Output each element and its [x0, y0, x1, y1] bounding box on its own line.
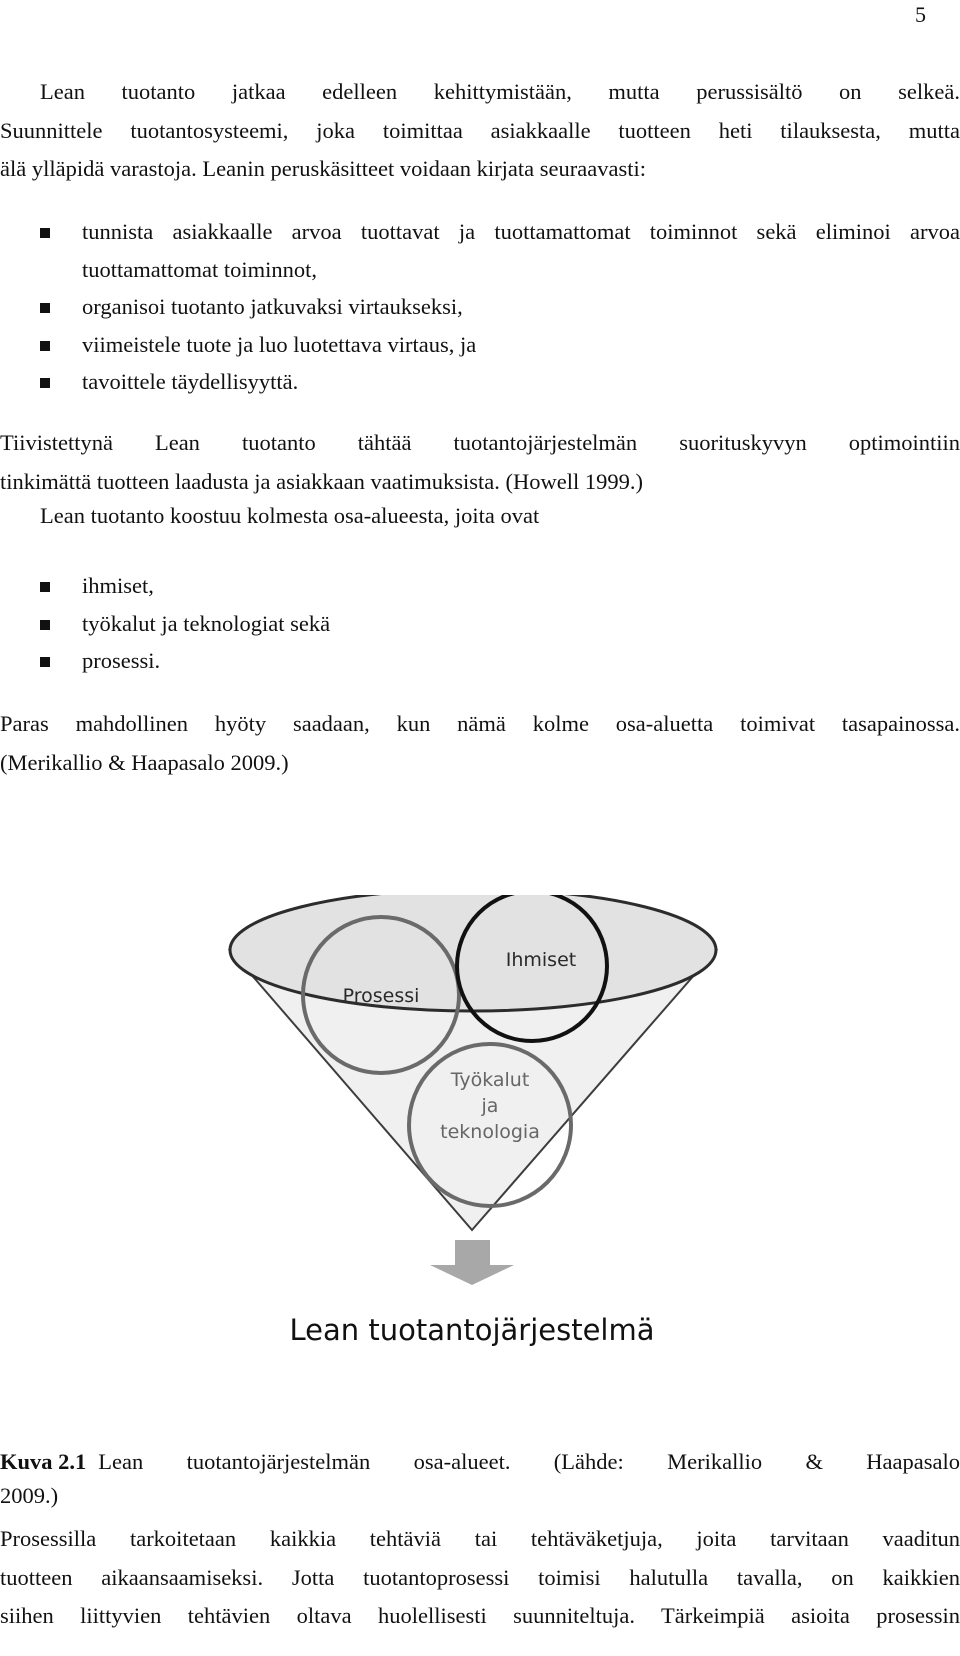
paragraph-line: Prosessilla tarkoitetaan kaikkia tehtäviä tai tehtäväketjuja, joita tarvitaan vaaditun — [0, 1526, 960, 1551]
label-prosessi: Prosessi — [342, 985, 420, 1007]
list-item: työkalut ja teknologiat sekä — [0, 605, 960, 643]
paragraph-line: tuotteen aikaansaamiseksi. Jotta tuotantoprosessi toimisi halutulla tavalla, on kaikkien — [0, 1564, 960, 1590]
paragraph-areas-intro: Lean tuotanto koostuu kolmesta osa-alueesta, joita ovat — [40, 503, 540, 528]
list-item: organisoi tuotanto jatkuvaksi virtaukseksi, — [0, 288, 960, 326]
diagram-svg — [0, 895, 960, 1365]
bullet-list-areas — [0, 567, 960, 680]
paragraph-line: Paras mahdollinen hyöty saadaan, kun nämä kolme osa-aluetta toimivat tasapainossa. — [0, 711, 960, 736]
paragraph-line: (Merikallio & Haapasalo 2009.) — [0, 749, 289, 775]
list-item: tavoittele täydellisyyttä. — [0, 363, 960, 401]
down-arrow-icon — [430, 1240, 514, 1285]
label-teknologia: teknologia — [440, 1121, 540, 1143]
lean-funnel-diagram — [0, 895, 960, 1365]
caption-label: Kuva 2.1 — [0, 1449, 87, 1474]
paragraph-line: älä ylläpidä varastoja. Leanin peruskäsitteet voidaan kirjata seuraavasti: — [0, 156, 646, 181]
paragraph-line: Lean tuotanto jatkaa edelleen kehittymistään, mutta perussisältö on selkeä. — [40, 79, 960, 104]
paragraph-line: tinkimättä tuotteen laadusta ja asiakkaan vaatimuksista. (Howell 1999.) — [0, 468, 643, 494]
figure-caption — [0, 1445, 960, 1513]
caption-line: 2009.) — [0, 1483, 59, 1508]
list-item: prosessi. — [0, 642, 960, 680]
paragraph-intro — [0, 73, 960, 189]
bullet-list-principles — [0, 213, 960, 401]
paragraph-line: siihen liittyvien tehtävien oltava huolellisesti suunniteltuja. Tärkeimpiä asioita prosessin — [0, 1603, 960, 1628]
label-lean-system: Lean tuotantojärjestelmä — [289, 1313, 655, 1347]
list-item: viimeistele tuote ja luo luotettava virtaus, ja — [0, 326, 960, 364]
paragraph-summary — [0, 424, 960, 501]
paragraph-balance — [0, 705, 960, 782]
label-ja: ja — [481, 1095, 499, 1117]
paragraph-process — [0, 1520, 960, 1636]
list-item: ihmiset, — [0, 567, 960, 605]
paragraph-line: Tiivistettynä Lean tuotanto tähtää tuotantojärjestelmän suorituskyvyn optimointiin — [0, 430, 960, 455]
paragraph-line: Suunnittele tuotantosysteemi, joka toimittaa asiakkaalle tuotteen heti tilauksesta, mutta — [0, 117, 960, 143]
caption-text: Lean tuotantojärjestelmän osa-alueet. (Lähde: Merikallio & Haapasalo — [98, 1449, 960, 1474]
label-tyokalut: Työkalut — [450, 1069, 530, 1091]
label-ihmiset: Ihmiset — [505, 949, 577, 971]
list-item: tunnista asiakkaalle arvoa tuottavat ja tuottamattomat toiminnot sekä eliminoi arvoa tuottamattomat toiminnot, — [0, 213, 960, 288]
caption-line — [0, 1445, 960, 1479]
page-number: 5 — [915, 2, 926, 27]
